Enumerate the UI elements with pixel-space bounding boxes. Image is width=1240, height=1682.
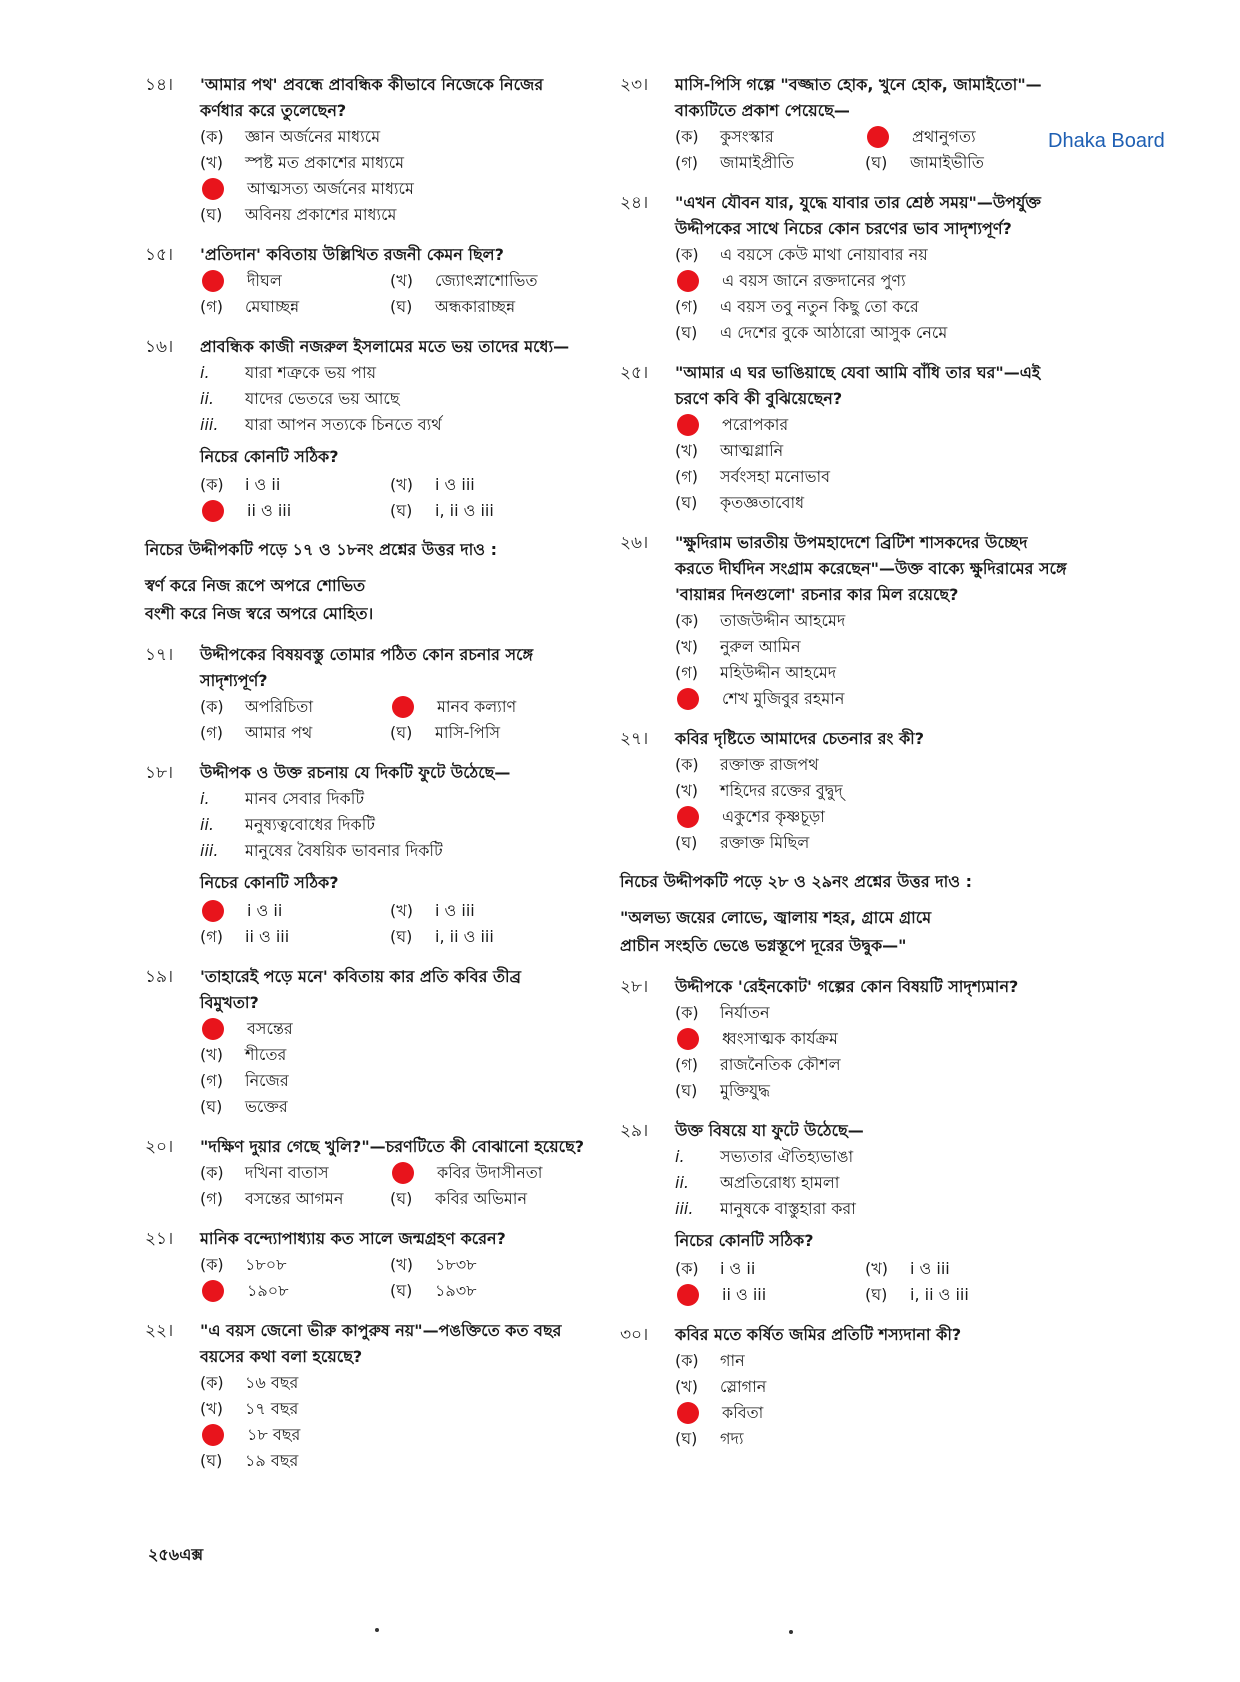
statement-iii: iii. মানুষকে বাস্তুহারা করা	[675, 1199, 856, 1218]
question-29	[620, 1118, 1070, 1308]
question-30	[620, 1322, 1070, 1452]
option-gha[interactable]: (ঘ) গদ্য	[675, 1429, 744, 1448]
which-correct: নিচের কোনটি সঠিক?	[200, 873, 339, 892]
option-gha[interactable]: (ঘ) ১৯ বছর	[200, 1451, 299, 1470]
option-gha[interactable]: (ঘ) জামাইভীতি	[865, 153, 984, 172]
option-kha[interactable]: (খ) আত্মগ্লানি	[675, 441, 784, 460]
option-ga-marked[interactable]: ii ও iii	[200, 498, 390, 524]
left-column	[145, 72, 585, 1488]
option-kha[interactable]: (খ) শীতের	[200, 1045, 287, 1064]
statement-i: i. যারা শত্রুকে ভয় পায়	[200, 363, 377, 382]
option-gha[interactable]: (ঘ) i, ii ও iii	[390, 927, 494, 946]
answer-mark	[202, 178, 224, 200]
statement-iii: iii. মানুষের বৈষয়িক ভাবনার দিকটি	[200, 841, 443, 860]
option-gha[interactable]: (ঘ) অন্ধকারাচ্ছন্ন	[390, 297, 516, 316]
which-correct: নিচের কোনটি সঠিক?	[675, 1231, 814, 1250]
question-text: উদ্দীপক ও উক্ত রচনায় যে দিকটি ফুটে উঠেছে—	[200, 763, 511, 782]
answer-mark	[677, 270, 699, 292]
question-number: ২১।	[145, 1229, 174, 1249]
option-kha[interactable]: (খ) স্পষ্ট মত প্রকাশের মাধ্যমে	[200, 153, 405, 172]
stimulus-instruction: নিচের উদ্দীপকটি পড়ে ২৮ ও ২৯নং প্রশ্নের উত্তর দাও :	[620, 872, 973, 891]
question-number: ২২।	[145, 1321, 174, 1341]
option-ka[interactable]: (ক) ১৮০৮	[200, 1255, 287, 1274]
statement-iii: iii. যারা আপন সত্যকে চিনতে ব্যর্থ	[200, 415, 442, 434]
question-17	[145, 642, 585, 746]
question-text: মানিক বন্দ্যোপাধ্যায় কত সালে জন্মগ্রহণ করেন?	[200, 1229, 506, 1248]
option-ka[interactable]: (ক) দখিনা বাতাস	[200, 1163, 329, 1182]
option-ga-marked[interactable]: ১৮ বছর	[200, 1422, 585, 1448]
option-ka[interactable]: (ক) অপরিচিতা	[200, 697, 313, 716]
question-number: ২৫।	[620, 363, 649, 383]
question-number: ২৯।	[620, 1121, 649, 1141]
option-gha[interactable]: (ঘ) i, ii ও iii	[865, 1285, 969, 1304]
question-26	[620, 530, 1070, 712]
option-ga-marked[interactable]: আত্মসত্য অর্জনের মাধ্যমে	[200, 176, 585, 202]
option-kha[interactable]: (খ) স্লোগান	[675, 1377, 767, 1396]
question-16	[145, 334, 585, 524]
question-15	[145, 242, 585, 320]
option-ka-marked[interactable]: i ও ii	[200, 898, 390, 924]
speck	[375, 1628, 379, 1632]
option-ka-marked[interactable]: পরোপকার	[675, 412, 1070, 438]
question-number: ১৫।	[145, 245, 174, 265]
question-number: ২৮।	[620, 977, 649, 997]
question-number: ১৭।	[145, 645, 174, 665]
option-kha-marked[interactable]: মানব কল্যাণ	[390, 694, 580, 720]
option-ga-marked[interactable]: ii ও iii	[675, 1282, 865, 1308]
option-kha[interactable]: (খ) i ও iii	[390, 901, 475, 920]
question-25	[620, 360, 1070, 516]
question-text: প্রাবন্ধিক কাজী নজরুল ইসলামের মতে ভয় তাদের মধ্যে—	[200, 337, 570, 356]
option-kha-marked[interactable]: ধ্বংসাত্মক কার্যক্রম	[675, 1026, 1070, 1052]
option-ka[interactable]: (ক) রক্তাক্ত রাজপথ	[675, 755, 819, 774]
option-ka-marked[interactable]: বসন্তের	[200, 1016, 585, 1042]
option-kha[interactable]: (খ) শহিদের রক্তের বুদ্বুদ্	[675, 781, 843, 800]
question-text: 'প্রতিদান' কবিতায় উল্লিখিত রজনী কেমন ছিল?	[200, 245, 504, 264]
option-ka[interactable]: (ক) জ্ঞান অর্জনের মাধ্যমে	[200, 127, 381, 146]
option-kha-marked[interactable]: কবির উদাসীনতা	[390, 1160, 580, 1186]
question-text: কবির দৃষ্টিতে আমাদের চেতনার রং কী?	[675, 729, 925, 748]
question-number: ২০।	[145, 1137, 174, 1157]
option-gha[interactable]: (ঘ) ১৯৩৮	[390, 1281, 477, 1300]
question-number: ১৪।	[145, 75, 174, 95]
answer-mark	[202, 1018, 224, 1040]
stimulus-poem: "অলভ্য জয়ের লোভে, জ্বালায় শহর, গ্রামে গ্রামে প্রাচীন সংহতি ভেঙে ভগ্নস্তূপে দূরের উদ্বুক—"	[620, 908, 932, 955]
question-text: উদ্দীপকের বিষয়বস্তু তোমার পঠিত কোন রচনার সঙ্গে সাদৃশ্যপূর্ণ?	[200, 645, 534, 690]
option-gha[interactable]: (ঘ) মাসি-পিসি	[390, 723, 501, 742]
option-gha[interactable]: (ঘ) এ দেশের বুকে আঠারো আসুক নেমে	[675, 323, 948, 342]
answer-mark	[202, 500, 224, 522]
option-kha[interactable]: (খ) নুরুল আমিন	[675, 637, 801, 656]
option-gha[interactable]: (ঘ) রক্তাক্ত মিছিল	[675, 833, 810, 852]
answer-mark	[202, 270, 224, 292]
option-kha[interactable]: (খ) i ও iii	[865, 1259, 950, 1278]
question-number: ২৪।	[620, 193, 649, 213]
question-text: "এখন যৌবন যার, যুদ্ধে যাবার তার শ্রেষ্ঠ সময়"—উপর্যুক্ত উদ্দীপকের সাথে নিচের কোন চরণের ভাব সাদৃশ্যপূর্ণ?	[675, 193, 1041, 238]
question-28	[620, 974, 1070, 1104]
option-ka[interactable]: (ক) i ও ii	[200, 475, 281, 494]
answer-mark	[677, 1284, 699, 1306]
question-text: উদ্দীপকে 'রেইনকোট' গল্পের কোন বিষয়টি সাদৃশ্যমান?	[675, 977, 1019, 996]
option-ga[interactable]: (গ) মহিউদ্দীন আহমেদ	[675, 663, 837, 682]
question-23	[620, 72, 1070, 176]
question-text: "আমার এ ঘর ভাঙিয়াছে যেবা আমি বাঁধি তার ঘর"—এই চরণে কবি কী বুঝিয়েছেন?	[675, 363, 1041, 408]
board-label: Dhaka Board	[1048, 130, 1165, 152]
answer-mark	[202, 1280, 224, 1302]
option-kha[interactable]: (খ) ১৭ বছর	[200, 1399, 299, 1418]
option-gha-marked[interactable]: শেখ মুজিবুর রহমান	[675, 686, 1070, 712]
statement-ii: ii. অপ্রতিরোধ্য হামলা	[675, 1173, 840, 1192]
question-number: ১৯।	[145, 967, 174, 987]
option-kha[interactable]: (খ) জ্যোৎস্নাশোভিত	[390, 271, 538, 290]
answer-mark	[677, 1402, 699, 1424]
option-gha[interactable]: (ঘ) মুক্তিযুদ্ধ	[675, 1081, 770, 1100]
question-number: ১৮।	[145, 763, 174, 783]
answer-mark	[392, 696, 414, 718]
option-gha[interactable]: (ঘ) অবিনয় প্রকাশের মাধ্যমে	[200, 205, 397, 224]
option-kha-marked[interactable]: এ বয়স জানে রক্তদানের পুণ্য	[675, 268, 1070, 294]
option-ga[interactable]: (গ) সর্বংসহা মনোভাব	[675, 467, 831, 486]
answer-mark	[677, 414, 699, 436]
option-ga[interactable]: (গ) মেঘাচ্ছন্ন	[200, 297, 300, 316]
option-ga[interactable]: (গ) নিজের	[200, 1071, 289, 1090]
statement-ii: ii. মনুষ্যত্ববোধের দিকটি	[200, 815, 376, 834]
question-number: ১৬।	[145, 337, 174, 357]
option-ga[interactable]: (গ) বসন্তের আগমন	[200, 1189, 344, 1208]
right-column	[620, 72, 1070, 1466]
question-text: "দক্ষিণ দুয়ার গেছে খুলি?"—চরণটিতে কী বোঝানো হয়েছে?	[200, 1137, 585, 1156]
option-gha[interactable]: (ঘ) i, ii ও iii	[390, 501, 494, 520]
question-text: মাসি-পিসি গল্পে "বজ্জাত হোক, খুনে হোক, জামাইতো"—বাক্যটিতে প্রকাশ পেয়েছে—	[675, 75, 1042, 120]
option-gha[interactable]: (ঘ) কৃতজ্ঞতাবোধ	[675, 493, 805, 512]
statement-i: i. মানব সেবার দিকটি	[200, 789, 365, 808]
question-14	[145, 72, 585, 228]
option-ka[interactable]: (ক) গান	[675, 1351, 745, 1370]
option-ka[interactable]: (ক) ১৬ বছর	[200, 1373, 299, 1392]
statement-i: i. সভ্যতার ঐতিহ্যভাঙা	[675, 1147, 854, 1166]
answer-mark	[677, 806, 699, 828]
option-kha[interactable]: (খ) i ও iii	[390, 475, 475, 494]
question-18	[145, 760, 585, 950]
question-number: ২৬।	[620, 533, 649, 553]
stimulus-instruction: নিচের উদ্দীপকটি পড়ে ১৭ ও ১৮নং প্রশ্নের উত্তর দাও :	[145, 540, 498, 559]
option-gha[interactable]: (ঘ) কবির অভিমান	[390, 1189, 527, 1208]
option-ka-marked[interactable]: দীঘল	[200, 268, 390, 294]
which-correct: নিচের কোনটি সঠিক?	[200, 447, 339, 466]
question-text: কবির মতে কর্ষিত জমির প্রতিটি শস্যদানা কী?	[675, 1325, 962, 1344]
option-kha[interactable]: (খ) ১৮৩৮	[390, 1255, 477, 1274]
answer-mark	[677, 1028, 699, 1050]
option-gha[interactable]: (ঘ) ভক্তের	[200, 1097, 288, 1116]
option-ka[interactable]: (ক) কুসংস্কার	[675, 127, 774, 146]
option-ka[interactable]: (ক) তাজউদ্দীন আহমেদ	[675, 611, 846, 630]
answer-mark	[677, 688, 699, 710]
question-number: ২৩।	[620, 75, 649, 95]
question-text: 'তাহারেই পড়ে মনে' কবিতায় কার প্রতি কবির তীব্র বিমুখতা?	[200, 967, 521, 1012]
option-ga[interactable]: (গ) ii ও iii	[200, 927, 290, 946]
question-20	[145, 1134, 585, 1212]
option-ka[interactable]: (ক) এ বয়সে কেউ মাথা নোয়াবার নয়	[675, 245, 928, 264]
answer-mark	[202, 1424, 224, 1446]
option-ga-marked[interactable]: ১৯০৮	[200, 1278, 390, 1304]
speck	[789, 1630, 793, 1634]
option-ga[interactable]: (গ) রাজনৈতিক কৌশল	[675, 1055, 841, 1074]
option-ga[interactable]: (গ) আমার পথ	[200, 723, 313, 742]
answer-mark	[202, 900, 224, 922]
question-text: উক্ত বিষয়ে যা ফুটে উঠেছে—	[675, 1121, 864, 1140]
question-number: ৩০।	[620, 1325, 649, 1345]
option-ga[interactable]: (গ) জামাইপ্রীতি	[675, 153, 794, 172]
question-text: "এ বয়স জেনো ভীরু কাপুরুষ নয়"—পঙক্তিতে কত বছর বয়সের কথা বলা হয়েছে?	[200, 1321, 562, 1366]
question-27	[620, 726, 1070, 856]
question-number: ২৭।	[620, 729, 649, 749]
option-ka[interactable]: (ক) নির্যাতন	[675, 1003, 770, 1022]
question-24	[620, 190, 1070, 346]
option-ga[interactable]: (গ) এ বয়স তবু নতুন কিছু তো করে	[675, 297, 919, 316]
option-ka[interactable]: (ক) i ও ii	[675, 1259, 756, 1278]
option-ga-marked[interactable]: কবিতা	[675, 1400, 1070, 1426]
answer-mark	[392, 1162, 414, 1184]
question-21	[145, 1226, 585, 1304]
question-text: 'আমার পথ' প্রবন্ধে প্রাবন্ধিক কীভাবে নিজেকে নিজের কর্ণধার করে তুলেছেন?	[200, 75, 544, 120]
statement-ii: ii. যাদের ভেতরে ভয় আছে	[200, 389, 400, 408]
question-19	[145, 964, 585, 1120]
question-22	[145, 1318, 585, 1474]
page-number: ২৫৬এক্স	[148, 1545, 204, 1564]
option-ga-marked[interactable]: একুশের কৃষ্ণচূড়া	[675, 804, 1070, 830]
option-kha-marked[interactable]: প্রথানুগত্য	[865, 124, 1055, 150]
question-text: "ক্ষুদিরাম ভারতীয় উপমহাদেশে ব্রিটিশ শাসকদের উচ্ছেদ করতে দীর্ঘদিন সংগ্রাম করেছেন"—উক্ত বাক্যে ক্ষুদিরামের সঙ্গে 'বায়ান্নর দিনগুলো' রচনার কার মিল রয়েছে?	[675, 533, 1067, 604]
stimulus-poem: স্বর্ণ করে নিজ রূপে অপরে শোভিত বংশী করে নিজ স্বরে অপরে মোহিত।	[145, 576, 374, 623]
answer-mark	[867, 126, 889, 148]
